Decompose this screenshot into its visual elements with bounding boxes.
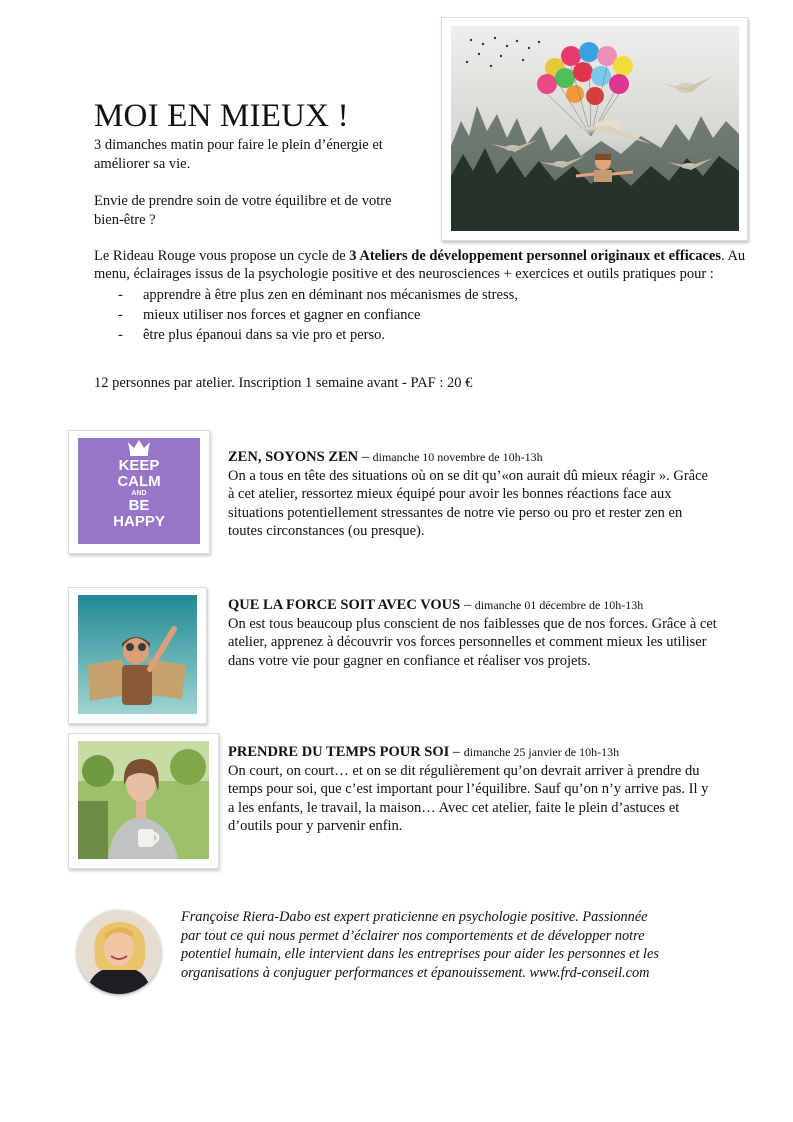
list-item-text: mieux utiliser nos forces et gagner en confiance [143,307,421,323]
workshop-1 [228,448,718,541]
workshop-2-text: On est tous beaucoup plus conscient de nos faiblesses que de nos forces. Grâce à cet atelier, apprenez à découvrir vos forces personnelles et comment mieux les utiliser dans votre vie pour gagner en confiance et réaliser vos projets. [228,615,717,669]
workshop-1-text: On a tous en tête des situations où on se dit qu’«on aurait dû mieux réagir ». Grâce à cet atelier, ressortez mieux équipé pour avoir les bonnes réactions face aux situations potentiellement stressantes de notre vie perso ou pro et rester zen en toutes circonstances (ou presque). [228,467,708,539]
intro-line-1: 3 dimanches matin pour faire le plein d’énergie et améliorer sa vie. [94,137,383,172]
list-item-text: apprendre à être plus zen en déminant nos mécanismes de stress, [143,287,518,303]
page-title: MOI EN MIEUX ! [94,98,349,134]
workshop-3-date: dimanche 25 janvier de 10h-13h [463,745,620,759]
intro [94,136,424,248]
workshop-2 [228,596,718,670]
workshop-3 [228,743,718,836]
poster-line-and: AND [131,490,147,497]
workshop-1-separator: – [358,449,373,465]
poster-line-calm: CALM [117,473,161,490]
hero-photo-frame [441,17,748,241]
workshop-2-date: dimanche 01 décembre de 10h-13h [474,598,644,612]
description [94,248,769,345]
poster-line-keep: KEEP [118,457,160,474]
workshop-3-title: PRENDRE DU TEMPS POUR SOI [228,744,450,760]
poster-line-happy: HAPPY [113,513,165,530]
poster-text [78,458,200,530]
list-item [94,285,769,305]
workshop-2-separator: – [460,597,475,613]
hero-photo-balloons [451,26,739,231]
workshop-2-heading [228,596,718,615]
practical-info: 12 personnes par atelier. Inscription 1 semaine avant - PAF : 20 € [94,375,473,391]
list-item [94,325,769,345]
intro-line-2: Envie de prendre soin de votre équilibre et de votre bien-être ? [94,193,392,228]
workshop-1-date: dimanche 10 novembre de 10h-13h [372,450,543,464]
bullet-dash: - [118,287,123,303]
bullet-dash: - [118,307,123,323]
workshop-2-photo-frame [68,587,207,724]
description-highlight: 3 Ateliers de développement personnel originaux et efficaces [349,248,721,264]
bullet-dash: - [118,327,123,343]
workshop-2-title: QUE LA FORCE SOIT AVEC VOUS [228,597,461,613]
poster-line-be: BE [128,497,150,514]
workshop-3-text: On court, on court… et on se dit régulièrement qu’on devrait arriver à prendre du temps pour soi, que c’est important pour l’équilibre. Sauf qu’on n’y arrive pas. Il y a les enfants, le travail, la maison… Avec cet atelier, faite le plein d’astuces et d’outils pour y parvenir enfin. [228,762,709,834]
workshop-1-photo-frame [68,430,210,554]
keep-calm-poster [78,438,200,544]
woman-with-cup-photo [78,741,209,859]
description-paragraph [94,248,769,283]
workshop-3-separator: – [449,744,464,760]
list-item-text: être plus épanoui dans sa vie pro et perso. [143,327,385,343]
workshop-1-title: ZEN, SOYONS ZEN [228,449,359,465]
child-aviator-photo [78,595,197,714]
list-item [94,305,769,325]
description-lead: Le Rideau Rouge vous propose un cycle de [94,248,350,264]
author-bio: Françoise Riera-Dabo est expert praticienne en psychologie positive. Passionnée par tout ce qui nous permet d’éclairer nos comportements et de développer notre potentiel humain, elle intervient dans les entreprises pour aider les personnes et les organisations à conjuguer performances et épanouissement. www.frd-conseil.com [181,909,659,981]
author-avatar [77,910,161,994]
goals-list [94,285,769,345]
workshop-3-heading [228,743,718,762]
description-rest: . Au menu, éclairages issus de la psychologie positive et des neurosciences + exercices et outils pratiques pour : [94,248,746,282]
workshop-1-heading [228,448,718,467]
workshop-3-photo-frame [68,733,219,869]
